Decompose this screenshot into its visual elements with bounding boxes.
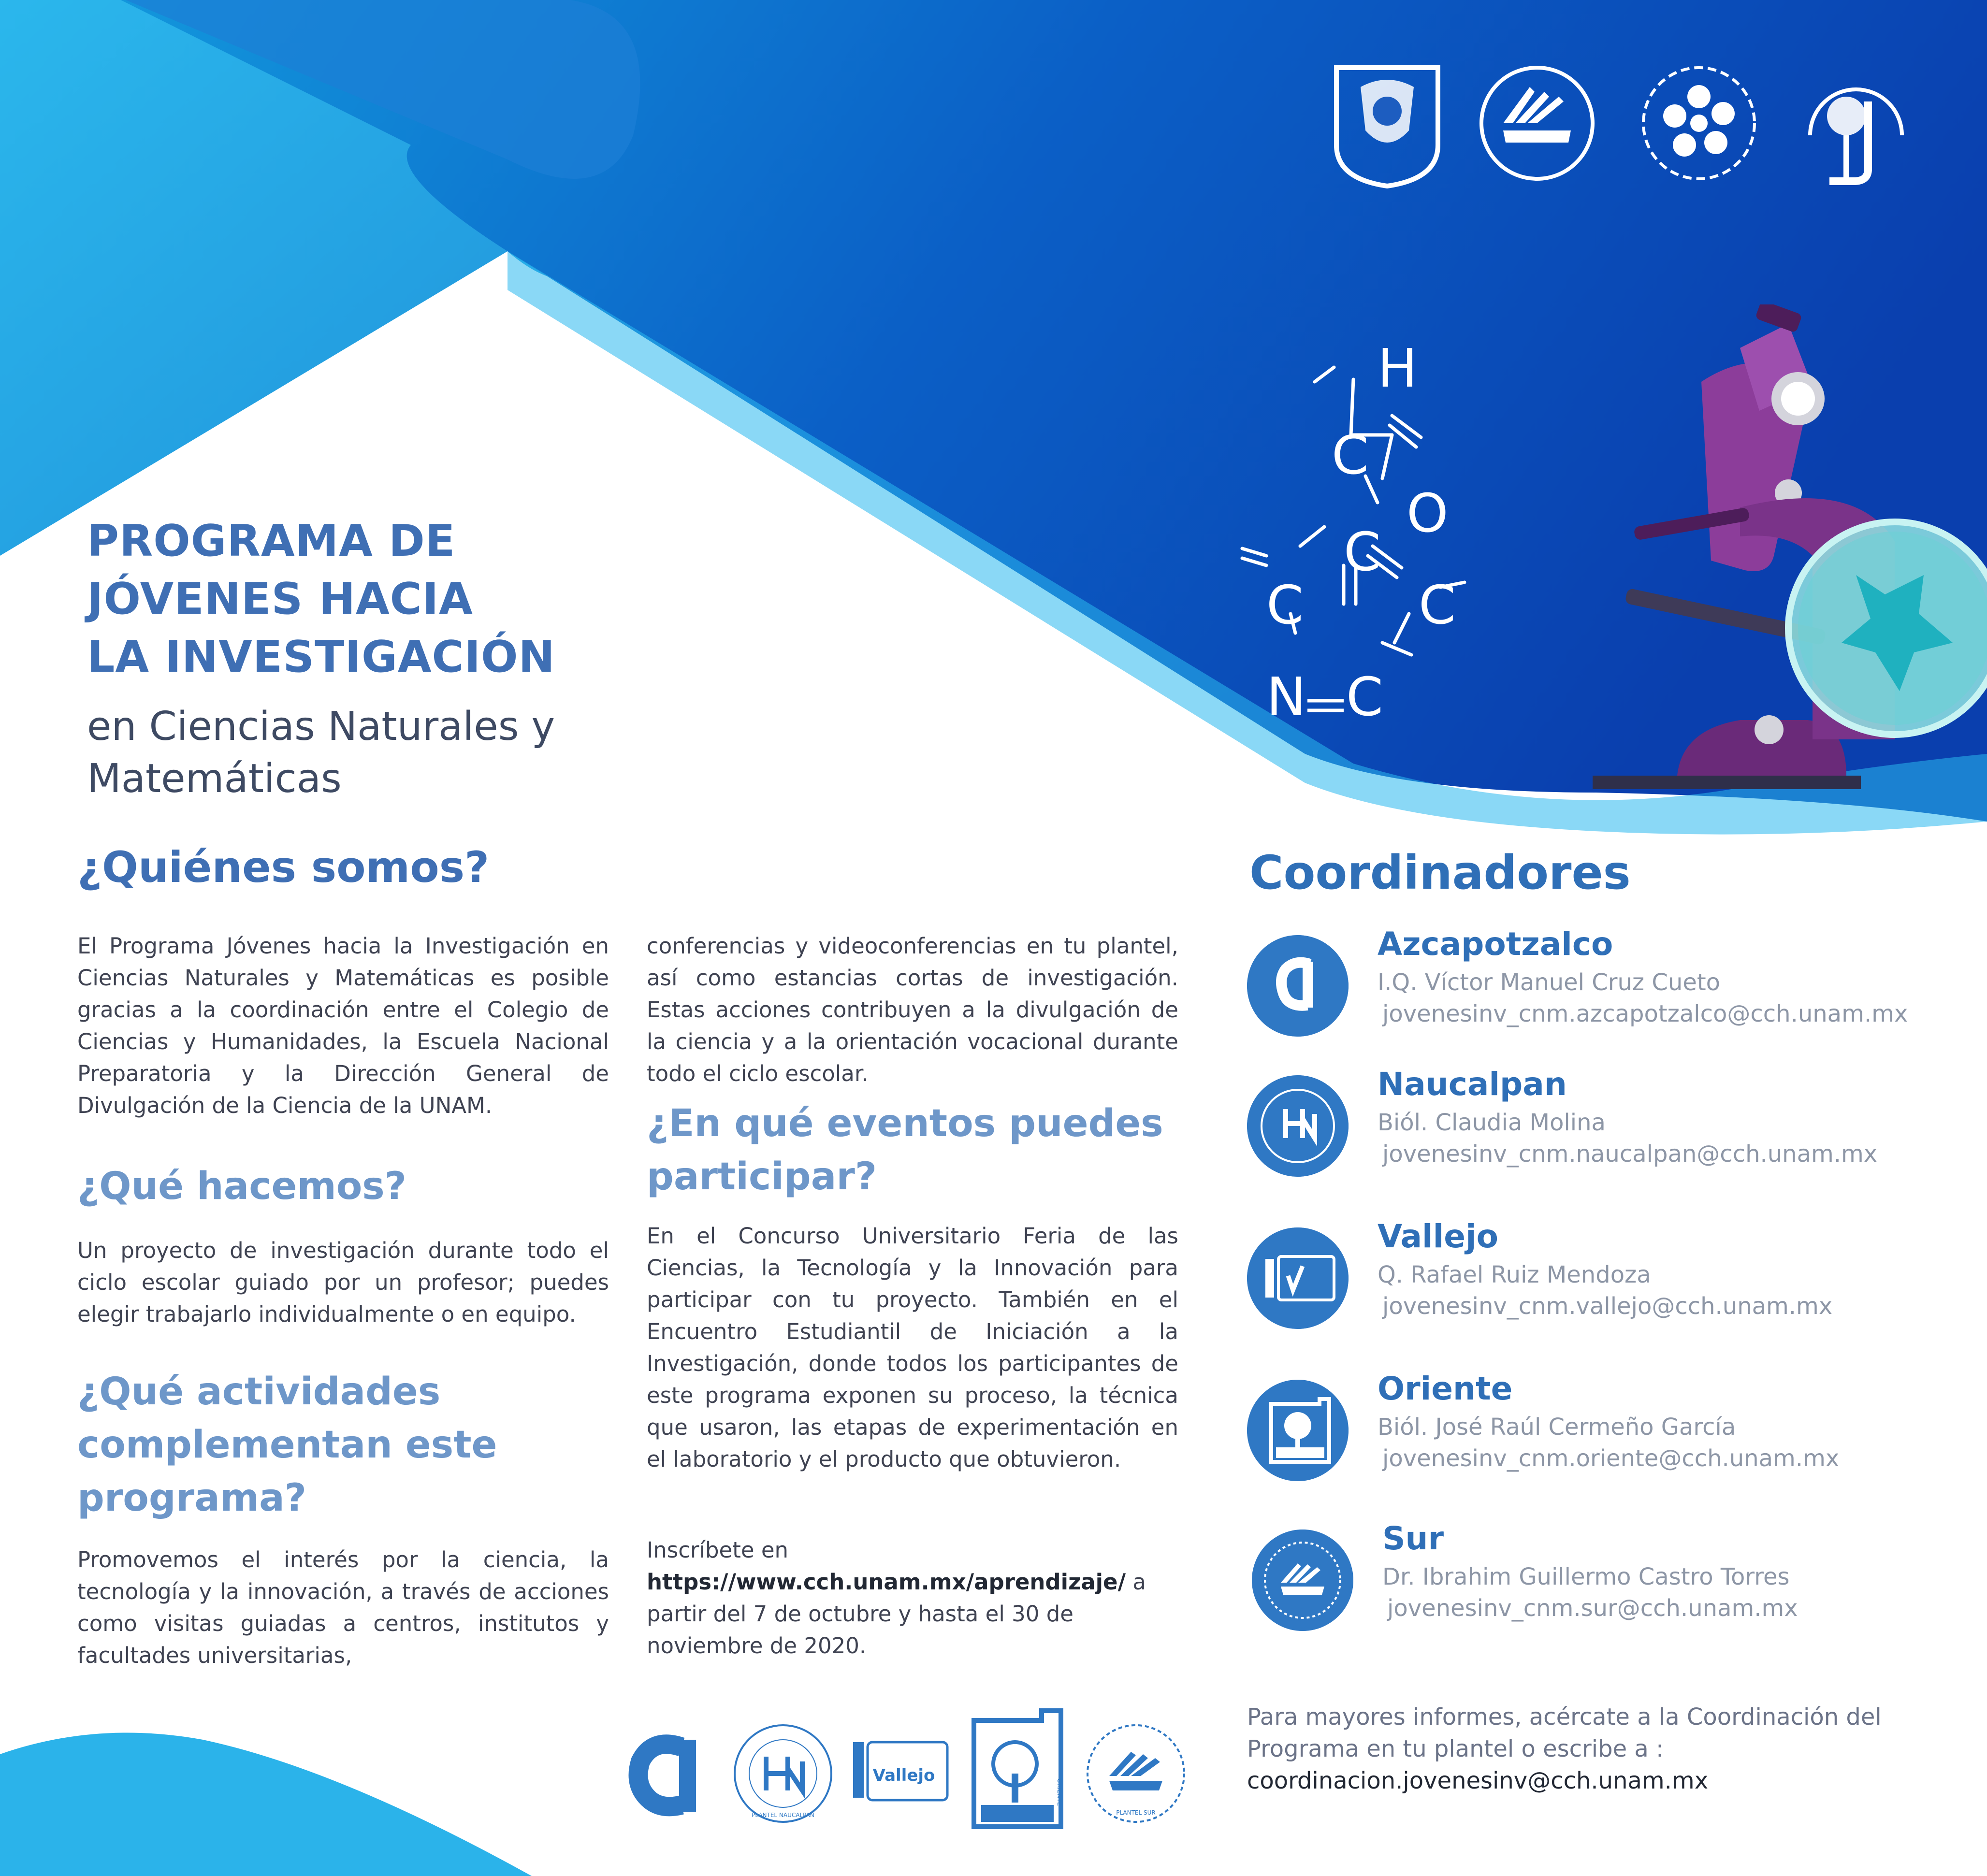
naucalpan-logo-icon: [1247, 1075, 1349, 1177]
eventos-body: En el Concurso Universitario Feria de las Ciencias, la Tecnología y la Innovación para participar con tu proyecto. También en el Encuentro Estudiantil de Iniciación a la Investigación, donde todos los participantes de este programa exponen su proceso, la técnica que usaron, las etapas de experimentación en el laboratorio y el producto que obtuvieron.: [647, 1223, 1178, 1472]
naucalpan-bottom-logo: [732, 1723, 834, 1824]
header-logos: [1327, 58, 1921, 203]
coordinador-vallejo: [1247, 1218, 1972, 1353]
atom-n: N: [1266, 666, 1306, 728]
microscope-illustration: [1585, 304, 1987, 802]
que-hacemos-body: Un proyecto de investigación durante todo el ciclo escolar guiado por un profesor; puedes elegir trabajarlo individualmente o en equipo.: [77, 1238, 609, 1327]
unam-seal-logo: [1327, 58, 1448, 188]
molecule-illustration: [1223, 333, 1532, 749]
coordinadores-heading: Coordinadores: [1249, 846, 1631, 900]
eventos-heading: ¿En qué eventos puedes participar?: [647, 1102, 1163, 1198]
coordinador-naucalpan: [1247, 1066, 1972, 1201]
plantel-name: Oriente: [1378, 1370, 1513, 1407]
molecule-labels: [1266, 337, 1456, 728]
coordinador-azcapotzalco: [1247, 925, 1972, 1061]
atom-c: C: [1346, 666, 1383, 728]
naucalpan-logo-text: PLANTEL NAUCALPAN: [752, 1812, 814, 1818]
atom-c: C: [1344, 521, 1381, 583]
inscribete-link[interactable]: https://www.cch.unam.mx/aprendizaje/: [647, 1569, 1126, 1595]
plantel-name: Naucalpan: [1378, 1066, 1567, 1103]
plantel-name: Azcapotzalco: [1378, 925, 1613, 963]
coordinator-email[interactable]: jovenesinv_cnm.naucalpan@cch.unam.mx: [1382, 1140, 1878, 1168]
vallejo-logo-text: Vallejo: [872, 1766, 935, 1785]
coordinator-email[interactable]: jovenesinv_cnm.sur@cch.unam.mx: [1387, 1595, 1798, 1622]
coordinator-name: Dr. Ibrahim Guillermo Castro Torres: [1382, 1563, 1790, 1590]
coordinator-name: Biól. José Raúl Cermeño García: [1378, 1414, 1736, 1441]
plantel-name: Vallejo: [1378, 1218, 1498, 1255]
inscribete-block: [647, 1534, 1178, 1662]
informes-email[interactable]: coordinacion.jovenesinv@cch.unam.mx: [1247, 1767, 1709, 1794]
azcapotzalco-bottom-logo: [624, 1728, 720, 1824]
coordinator-email[interactable]: jovenesinv_cnm.vallejo@cch.unam.mx: [1382, 1293, 1833, 1320]
secretaria-logo: [1639, 58, 1759, 188]
coordinador-sur: [1252, 1520, 1977, 1655]
atom-c: C: [1419, 574, 1456, 636]
coordinator-email[interactable]: jovenesinv_cnm.azcapotzalco@cch.unam.mx: [1382, 1000, 1908, 1027]
sur-logo-text: PLANTEL SUR: [1116, 1809, 1156, 1816]
inscribete-rest: a partir del 7 de octubre y hasta el 30 de noviembre de 2020.: [647, 1569, 1146, 1659]
actividades-heading: ¿Qué actividades complementan este programa?: [77, 1370, 497, 1520]
atom-c: C: [1266, 574, 1304, 636]
oriente-bottom-logo: [969, 1706, 1066, 1832]
quienes-body: El Programa Jóvenes hacia la Investigación en Ciencias Naturales y Matemáticas es posible gracias a la coordinación entre el Colegio de Ciencias y Humanidades, la Escuela Nacional Preparatoria y la Dirección General de Divulgación de la Ciencia de la UNAM.: [77, 933, 609, 1118]
jovenes-logo: [1796, 58, 1916, 188]
azcapotzalco-logo-icon: [1247, 935, 1349, 1037]
coordinator-name: I.Q. Víctor Manuel Cruz Cueto: [1378, 969, 1721, 996]
title-block: [87, 512, 643, 805]
quienes-heading: ¿Quiénes somos?: [77, 842, 490, 892]
title-line-2: JÓVENES HACIA: [87, 574, 473, 624]
plantel-name: Sur: [1382, 1520, 1444, 1557]
informes-block: [1247, 1701, 1948, 1797]
bottom-logos: [624, 1706, 1204, 1832]
cch-logo: [1477, 58, 1597, 188]
actividades-body: Promovemos el interés por la ciencia, la tecnología y la innovación, a través de acciones como visitas guiadas a centros, institutos y facultades universitarias,: [77, 1547, 609, 1668]
vallejo-bottom-logo: [851, 1737, 952, 1805]
actividades-body-continued: conferencias y videoconferencias en tu plantel, así como estancias cortas de investigación. Estas acciones contribuyen a la divulgación de la ciencia y a la orientación vocacional durante todo el ciclo escolar.: [647, 933, 1178, 1086]
title-line-1: PROGRAMA DE: [87, 516, 456, 566]
coordinator-name: Q. Rafael Ruiz Mendoza: [1378, 1261, 1651, 1288]
que-hacemos-heading: ¿Qué hacemos?: [77, 1165, 406, 1208]
informes-text: Para mayores informes, acércate a la Coordinación del Programa en tu plantel o escribe a :: [1247, 1703, 1882, 1762]
inscribete-intro: Inscríbete en: [647, 1537, 789, 1563]
oriente-logo-icon: [1247, 1380, 1349, 1481]
vallejo-logo-icon: [1247, 1227, 1349, 1329]
atom-o: O: [1407, 482, 1449, 544]
subtitle: en Ciencias Naturales y Matemáticas: [87, 704, 555, 802]
coordinator-name: Biól. Claudia Molina: [1378, 1109, 1606, 1136]
oriente-logo-text: ORIENTE: [1056, 1778, 1063, 1806]
atom-h: H: [1378, 337, 1418, 399]
coordinador-oriente: [1247, 1370, 1972, 1505]
sur-logo-icon: [1252, 1530, 1353, 1631]
sur-bottom-logo: [1083, 1720, 1189, 1827]
title-line-3: LA INVESTIGACIÓN: [87, 632, 555, 682]
atom-c: C: [1332, 424, 1369, 486]
coordinator-email[interactable]: jovenesinv_cnm.oriente@cch.unam.mx: [1382, 1445, 1840, 1472]
